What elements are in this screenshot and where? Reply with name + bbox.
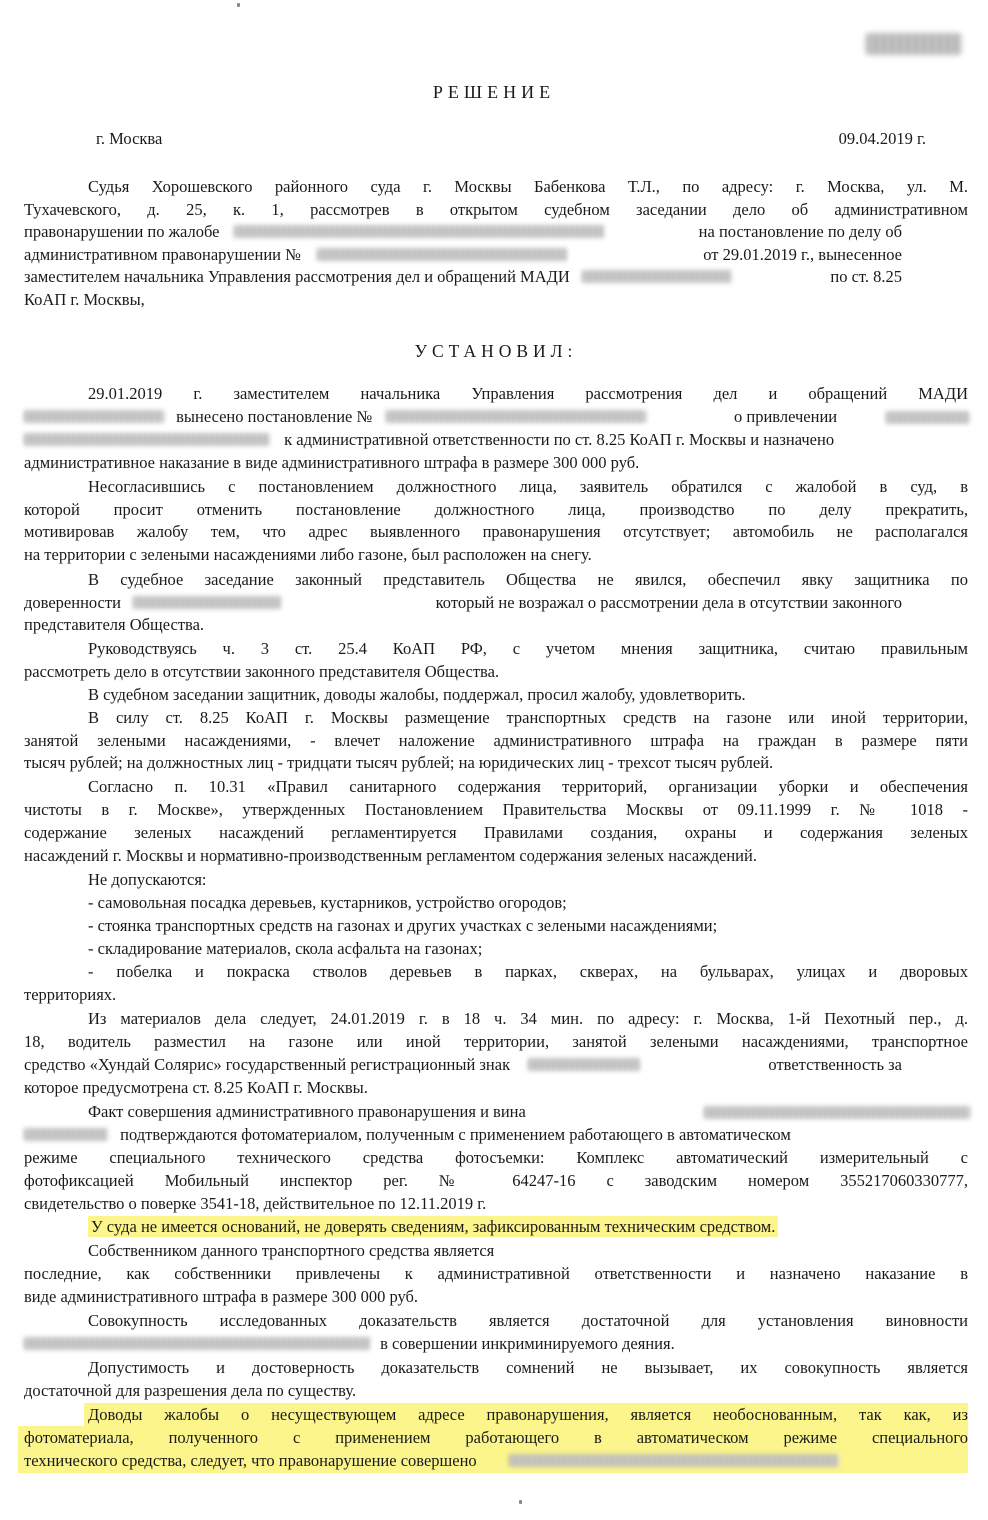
decision-date: 09.04.2019 г.: [838, 129, 926, 148]
paragraph-line: рассмотреть дело в отсутствии законного представителя Общества.: [24, 662, 500, 681]
section-heading: УСТАНОВИЛ:: [414, 341, 578, 361]
highlighted-text: У суда не имеется оснований, не доверять сведениям, зафиксированным техническим средством.: [88, 1216, 778, 1237]
redacted-name: [234, 225, 604, 238]
paragraph-line: режиме специального технического средства фотосъемки: Комплекс автоматический измерительный с: [24, 1148, 968, 1167]
paragraph-line: содержание зеленых насаждений регламентируется Правилами создания, охраны и содержания зеленых: [24, 823, 968, 842]
highlighted-text: технического средства, следует, что правонарушение совершено: [24, 1451, 477, 1470]
paragraph-line: которой просит отменить постановление должностного лица, производство по делу прекратить,: [24, 500, 968, 519]
paragraph-line: Руководствуясь ч. 3 ст. 25.4 КоАП РФ, с учетом мнения защитника, считаю правильным: [88, 639, 968, 658]
paragraph-line: [24, 592, 968, 615]
redacted-number: [386, 410, 646, 423]
paragraph-line: достаточной для разрешения дела по существу.: [24, 1381, 357, 1400]
paragraph-text: средство «Хундай Солярис» государственный регистрационный знак: [24, 1055, 511, 1074]
list-item: - самовольная посадка деревьев, кустарников, устройство огородов;: [88, 893, 567, 912]
intro-line: Судья Хорошевского районного суда г. Москвы Бабенкова Т.Л., по адресу: г. Москва, ул. М.: [88, 177, 968, 196]
paragraph-line: административное наказание в виде административного штрафа в размере 300 000 руб.: [24, 453, 640, 472]
redacted-name: [24, 433, 270, 446]
paragraph-text: подтверждаются фотоматериалом, полученным с применением работающего в автоматическом: [120, 1125, 791, 1144]
intro-text: по ст. 8.25: [830, 267, 902, 286]
highlighted-line: [24, 1216, 968, 1239]
paragraph-line: виде административного штрафа в размере 300 000 руб.: [24, 1287, 419, 1306]
paragraph-line: В судебном заседании защитник, доводы жалобы, поддержал, просил жалобу, удовлетворить.: [88, 685, 746, 704]
redacted-name: [24, 410, 164, 423]
paragraph-text: который не возражал о рассмотрении дела в отсутствии законного: [435, 593, 902, 612]
paragraph-text: о привлечении: [734, 407, 838, 426]
redacted-address: [509, 1454, 839, 1467]
paragraph-line: [24, 1101, 968, 1124]
paragraph-line: тысяч рублей; на должностных лиц - тридцати тысяч рублей; на юридических лиц - трехсот тысяч рублей.: [24, 753, 774, 772]
intro-text: на постановление по делу об: [698, 222, 902, 241]
paragraph-line: 29.01.2019 г. заместителем начальника Управления рассмотрения дел и обращений МАДИ: [88, 384, 968, 403]
paragraph-line: Несогласившись с постановлением должностного лица, заявитель обратился с жалобой в суд, в: [88, 477, 968, 496]
paragraph-line: [24, 1333, 968, 1356]
paragraph-line: Из материалов дела следует, 24.01.2019 г. в 18 ч. 34 мин. по адресу: г. Москва, 1-й Пехотный пер., д.: [88, 1009, 968, 1028]
city: г. Москва: [96, 129, 163, 148]
paragraph-line: последние, как собственники привлечены к административной ответственности и назначено наказание в: [24, 1264, 968, 1283]
intro-line: КоАП г. Москвы,: [24, 290, 145, 309]
paragraph-line: которое предусмотрена ст. 8.25 КоАП г. Москвы.: [24, 1078, 368, 1097]
paragraph-text: доверенности: [24, 593, 121, 612]
paragraph-line: [24, 429, 968, 452]
list-item: территориях.: [24, 985, 117, 1004]
paragraph-line: Совокупность исследованных доказательств является достаточной для установления виновности: [88, 1311, 968, 1330]
intro-line: Тухачевского, д. 25, к. 1, рассмотрев в открытом судебном заседании дело об административном: [24, 200, 968, 219]
intro-text: правонарушении по жалобе: [24, 222, 220, 241]
intro-line: [24, 244, 968, 267]
redacted-name: [704, 1106, 970, 1119]
paragraph-line: чистоты в г. Москве», утвержденных Постановлением Правительства Москвы от 09.11.1999 г. № 1018 -: [24, 800, 968, 819]
highlighted-line: [24, 1450, 968, 1473]
redacted-name: [24, 1337, 370, 1350]
list-item: - складирование материалов, скола асфальта на газонах;: [88, 939, 483, 958]
redacted-stamp: [866, 33, 962, 55]
redacted-plate: [528, 1058, 640, 1071]
paragraph-line: В судебное заседание законный представитель Общества не явился, обеспечил явку защитника по: [88, 570, 968, 589]
list-item: - стоянка транспортных средств на газонах и других участках с зелеными насаждениями;: [88, 916, 718, 935]
redacted-number: [317, 248, 567, 261]
paragraph-line: Согласно п. 10.31 «Правил санитарного содержания территорий, организации уборки и обеспечения: [88, 777, 968, 796]
highlighted-line: фотоматериала, полученного с применением работающего в автоматическом режиме специального: [24, 1428, 968, 1447]
paragraph-line: представителя Общества.: [24, 615, 205, 634]
redacted-name: [582, 270, 732, 283]
scan-speck: [519, 1500, 522, 1504]
paragraph-line: насаждений г. Москвы и нормативно-производственным регламентом содержания зеленых насаждений.: [24, 846, 757, 865]
paragraph-line: Допустимость и достоверность доказательств сомнений не вызывает, их совокупность является: [88, 1358, 968, 1377]
paragraph-line: Не допускаются:: [88, 870, 207, 889]
paragraph-line: на территории с зелеными насаждениями либо газоне, был расположен на снегу.: [24, 545, 592, 564]
paragraph-line: занятой зелеными насаждениями, - влечет наложение административного штрафа на граждан в размере пяти: [24, 731, 968, 750]
paragraph-line: 18, водитель разместил на газоне или иной территории, занятой зелеными насаждениями, транспортное: [24, 1032, 968, 1051]
paragraph-line: Собственником данного транспортного средства является: [88, 1241, 495, 1260]
intro-text: от 29.01.2019 г., вынесенное: [703, 245, 902, 264]
redacted-name: [886, 411, 970, 424]
paragraph-text: в совершении инкриминируемого деяния.: [380, 1334, 675, 1353]
paragraph-line: [24, 1124, 968, 1147]
list-item: - побелка и покраска стволов деревьев в парках, скверах, на бульварах, улицах и дворовых: [88, 962, 968, 981]
paragraph-line: [24, 1054, 968, 1077]
intro-text: административном правонарушении №: [24, 245, 301, 264]
paragraph-text: Факт совершения административного правонарушения и вина: [88, 1102, 526, 1121]
intro-text: заместителем начальника Управления рассмотрения дел и обращений МАДИ: [24, 267, 570, 286]
paragraph-text: к административной ответственности по ст. 8.25 КоАП г. Москвы и назначено: [284, 430, 835, 449]
paragraph-line: фотофиксацией Мобильный инспектор рег. № 64247-16 с заводским номером 355217060330777,: [24, 1171, 968, 1190]
redacted-name: [133, 596, 281, 609]
paragraph-text: вынесено постановление №: [176, 407, 373, 426]
paragraph-line: мотивировав жалобу тем, что адрес выявленного правонарушения отсутствует; автомобиль не располагался: [24, 522, 968, 541]
highlighted-line: Доводы жалобы о несуществующем адресе правонарушения, является необоснованным, так как, из: [88, 1405, 968, 1424]
intro-line: [24, 266, 968, 289]
header-row: [96, 128, 926, 151]
paragraph-line: В силу ст. 8.25 КоАП г. Москвы размещение транспортных средств на газоне или иной территории,: [88, 708, 968, 727]
paragraph-line: [24, 406, 968, 429]
paragraph-line: свидетельство о поверке 3541-18, действительное по 12.11.2019 г.: [24, 1194, 487, 1213]
intro-line: [24, 221, 968, 244]
document-title: РЕШЕНИЕ: [432, 82, 556, 102]
scan-speck: [237, 3, 240, 7]
paragraph-text: ответственность за: [768, 1055, 902, 1074]
redacted-name: [24, 1128, 108, 1141]
